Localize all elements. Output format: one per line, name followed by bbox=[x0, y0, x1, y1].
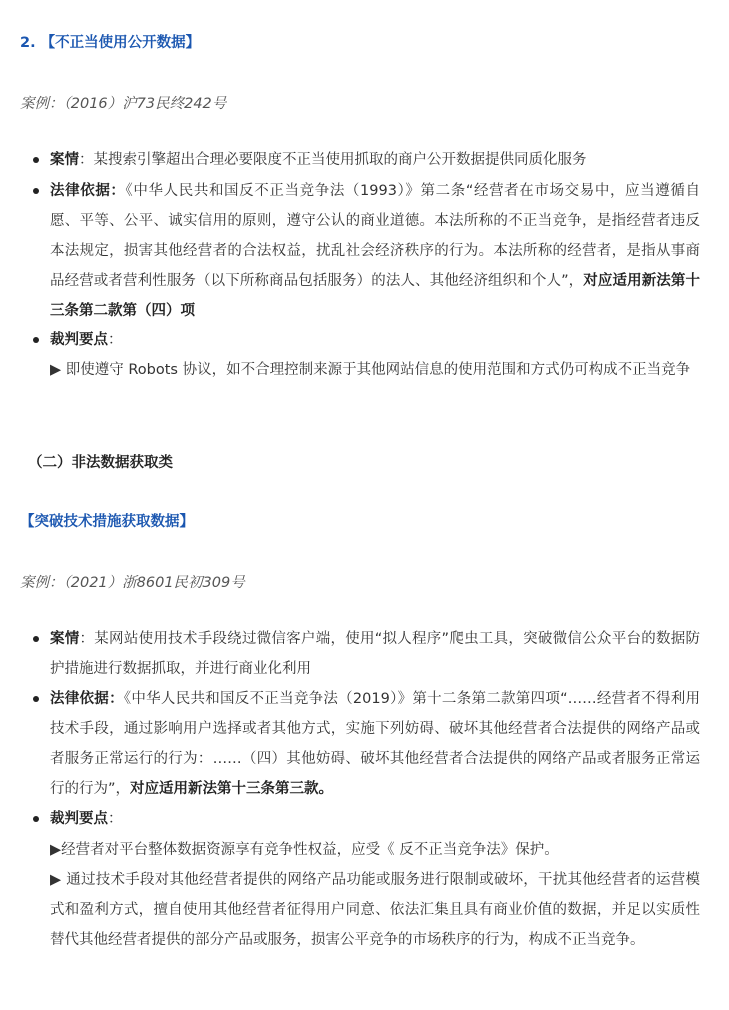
bullet-dot bbox=[33, 188, 39, 194]
bullet-bold-tail: 对应适用新法第十三条第二款第（四）项 bbox=[50, 273, 700, 319]
judgment-point: ▶经营者对平台整体数据资源享有竞争性权益，应受《 反不正当竞争法》保护。 bbox=[50, 842, 559, 858]
bullet-label: 裁判要点 bbox=[50, 811, 108, 827]
bullet-label: 裁判要点 bbox=[50, 332, 108, 348]
case-reference: 案例：（2021）浙8601民初309号 bbox=[20, 575, 245, 591]
bullet-text: 《中华人民共和国反不正当竞争法（1993）》第二条“经营者在市场交易中，应当遵循自愿、平等、公平、诚实信用的原则，遵守公认的商业道德。本法所称的不正当竞争，是指经营者违反本法规定，损害其他经营者的合法权益，扰乱社会经济秩序的行为。本法所称的经营者，是指从事商品经营或者营利性服务（以下所称商品包括服务）的法人、其他经济组织和个人”， bbox=[50, 183, 700, 289]
bullet-case-facts bbox=[50, 145, 700, 175]
bullet-dot bbox=[33, 816, 39, 822]
bullet-dot bbox=[33, 696, 39, 702]
bullet-label: 法律依据： bbox=[50, 691, 124, 707]
bullet-judgment-points bbox=[50, 325, 700, 355]
section-title: 【突破技术措施获取数据】 bbox=[20, 514, 194, 530]
judgment-point: ▶ 通过技术手段对其他经营者提供的网络产品功能或服务进行限制或破坏，干扰其他经营者的运营模式和盈利方式，擅自使用其他经营者征得用户同意、依法汇集且具有商业价值的数据，并足以实质性替代其他经营者提供的部分产品或服务，损害公平竞争的市场秩序的行为，构成不正当竞争。 bbox=[50, 872, 700, 948]
section-heading: （二）非法数据获取类 bbox=[28, 455, 173, 471]
bullet-dot bbox=[33, 636, 39, 642]
bullet-label: 法律依据： bbox=[50, 183, 126, 199]
bullet-label: 案情 bbox=[50, 631, 80, 647]
bullet-text: ：某搜索引擎超出合理必要限度不正当使用抓取的商户公开数据提供同质化服务 bbox=[79, 152, 587, 168]
case-reference: 案例：（2016）沪73民终242号 bbox=[20, 96, 227, 112]
bullet-dot bbox=[33, 157, 39, 163]
bullet-legal-basis bbox=[50, 684, 700, 804]
bullet-text: ： bbox=[108, 811, 123, 827]
bullet-text: 《中华人民共和国反不正当竞争法（2019）》第十二条第二款第四项“……经营者不得利用技术手段，通过影响用户选择或者其他方式，实施下列妨碍、破坏其他经营者合法提供的网络产品或者服务正常运行的行为：……（四）其他妨碍、破坏其他经营者合法提供的网络产品或者服务正常运行的行为”， bbox=[50, 691, 700, 797]
bullet-dot bbox=[33, 337, 39, 343]
bullet-bold-tail: 对应适用新法第十三条第三款。 bbox=[130, 781, 334, 797]
bullet-legal-basis bbox=[50, 176, 700, 326]
bullet-case-facts bbox=[50, 624, 700, 684]
bullet-label: 案情 bbox=[50, 152, 79, 168]
section-title: 2. 【不正当使用公开数据】 bbox=[20, 35, 201, 51]
bullet-text: ： bbox=[108, 332, 123, 348]
bullet-judgment-points bbox=[50, 804, 700, 834]
judgment-point: ▶ 即使遵守 Robots 协议，如不合理控制来源于其他网站信息的使用范围和方式仍可构成不正当竞争 bbox=[50, 362, 691, 378]
bullet-text: ：某网站使用技术手段绕过微信客户端，使用“拟人程序”爬虫工具，突破微信公众平台的数据防护措施进行数据抓取，并进行商业化利用 bbox=[50, 631, 700, 677]
